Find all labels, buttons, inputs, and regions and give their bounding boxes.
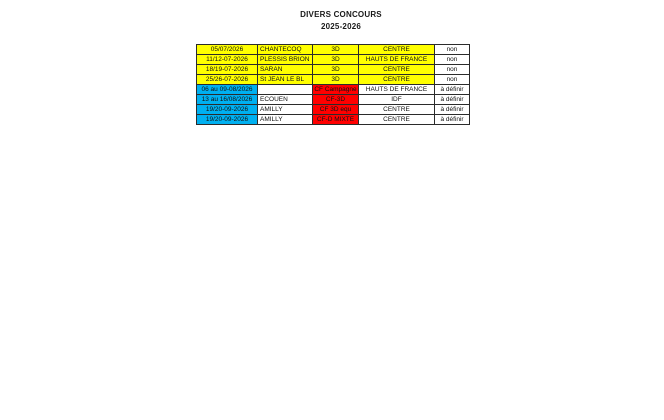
table-row — [197, 95, 470, 105]
concours-table-body — [197, 45, 470, 125]
table-row — [197, 45, 470, 55]
cell-status: non — [435, 55, 470, 65]
table-row — [197, 85, 470, 95]
page-title — [18, 9, 664, 33]
title-line-2: 2025-2026 — [320, 22, 362, 31]
table-row — [197, 55, 470, 65]
cell-event: 3D — [313, 65, 359, 75]
cell-location: PLESSIS BRION — [258, 55, 313, 65]
cell-status: à définir — [435, 115, 470, 125]
cell-location: AMILLY — [258, 115, 313, 125]
cell-date: 19/20-09-2026 — [197, 115, 258, 125]
cell-event: CF-3D — [313, 95, 359, 105]
cell-location — [258, 85, 313, 95]
cell-event: CF-D MIXTE — [313, 115, 359, 125]
cell-status: à définir — [435, 105, 470, 115]
cell-date: 19/20-09-2026 — [197, 105, 258, 115]
cell-date: 11/12-07-2026 — [197, 55, 258, 65]
cell-status: à définir — [435, 85, 470, 95]
cell-location: CHANTECOQ — [258, 45, 313, 55]
cell-event: CF Campagne — [314, 86, 357, 93]
cell-region: CENTRE — [359, 115, 435, 125]
table-row — [197, 105, 470, 115]
table-row — [197, 75, 470, 85]
cell-date: 06 au 09-08/2026 — [197, 85, 258, 95]
cell-location: AMILLY — [258, 105, 313, 115]
cell-event: CF 3D equ — [313, 105, 359, 115]
cell-region: CENTRE — [359, 75, 435, 85]
cell-date: 18/19-07-2026 — [197, 65, 258, 75]
cell-region: CENTRE — [359, 45, 435, 55]
cell-region: HAUTS DE FRANCE — [359, 55, 435, 65]
cell-location: ECOUEN — [258, 95, 313, 105]
title-line-1: DIVERS CONCOURS — [300, 10, 382, 19]
cell-event: 3D — [313, 45, 359, 55]
cell-region: HAUTS DE FRANCE — [359, 85, 435, 95]
cell-region: CENTRE — [359, 65, 435, 75]
cell-status: à définir — [435, 95, 470, 105]
cell-location: SARAN — [258, 65, 313, 75]
cell-location: St JEAN LE BL — [258, 75, 313, 85]
table-row — [197, 65, 470, 75]
cell-region: CENTRE — [359, 105, 435, 115]
cell-status: non — [435, 45, 470, 55]
concours-table — [196, 44, 470, 125]
cell-event: 3D — [313, 55, 359, 65]
cell-status: non — [435, 75, 470, 85]
cell-date: 05/07/2026 — [197, 45, 258, 55]
cell-region: IDF — [359, 95, 435, 105]
table-row — [197, 115, 470, 125]
cell-date: 13 au 16/08/2026 — [197, 95, 258, 105]
cell-status: non — [435, 65, 470, 75]
cell-date: 25/26-07-2026 — [197, 75, 258, 85]
cell-event: 3D — [313, 75, 359, 85]
